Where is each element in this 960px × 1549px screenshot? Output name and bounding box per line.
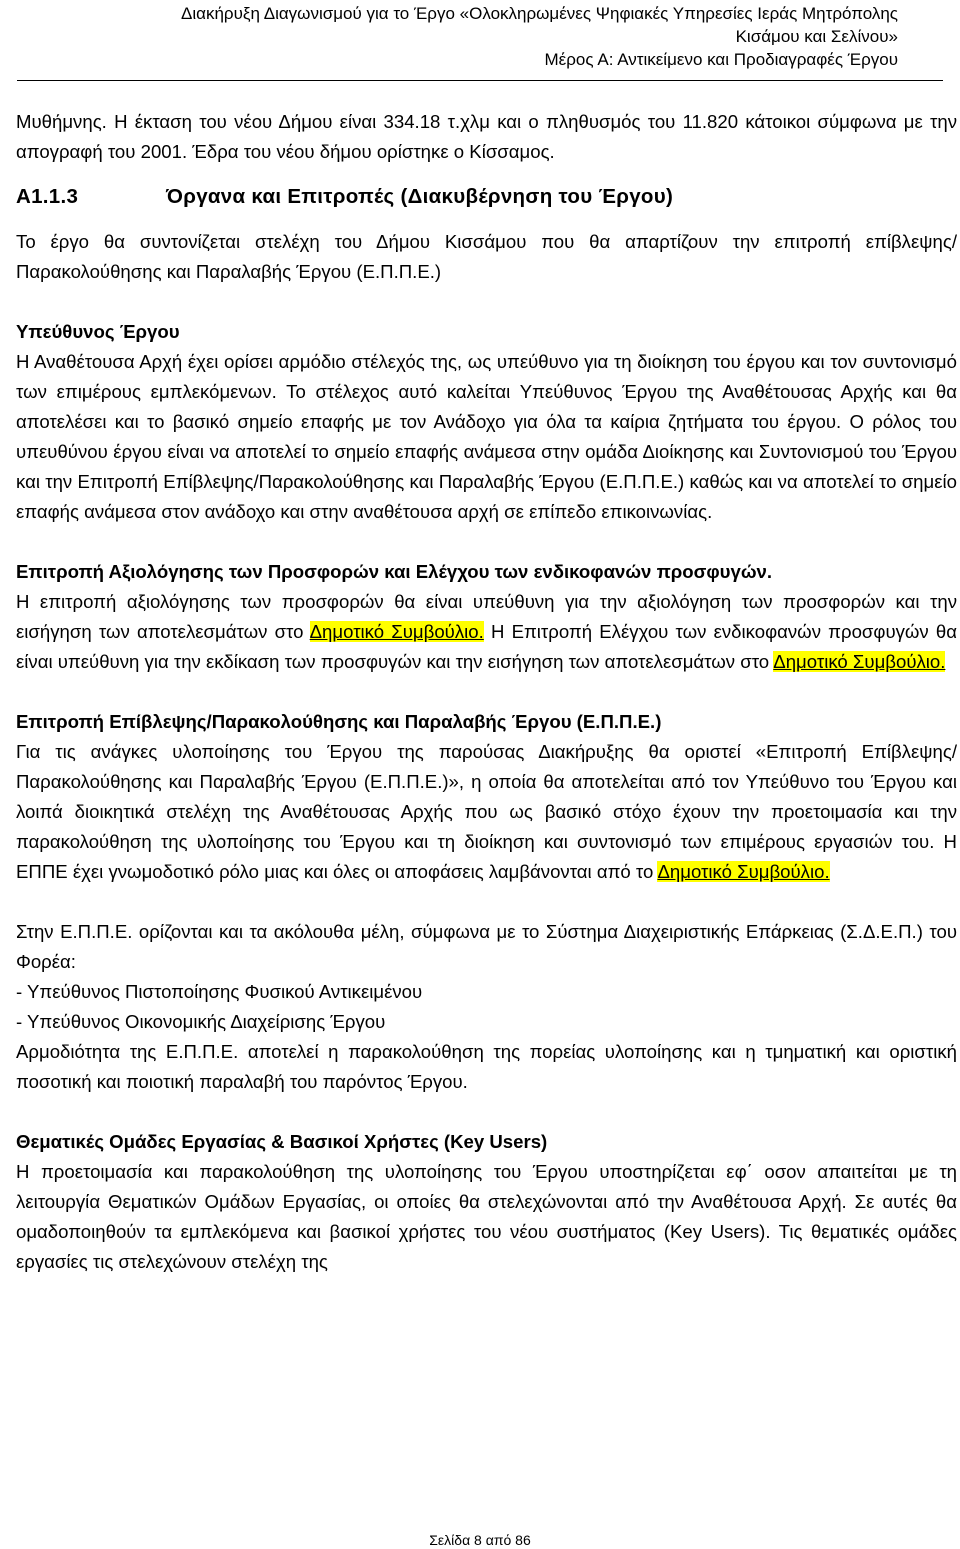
evaluation-text-a: Η επιτροπή αξιολόγησης των προσφορών θα είναι υπεύθυνη για την αξιολόγηση των προσφορών και την εισήγηση των αποτελεσμάτων στο — [16, 591, 957, 642]
section-title: Όργανα και Επιτροπές (Διακυβέρνηση του Έργου) — [166, 185, 674, 208]
highlight-municipal-council-c: Δημοτικό Συμβούλιο. — [657, 861, 830, 882]
responsible-heading: Υπεύθυνος Έργου — [16, 321, 180, 342]
teams-paragraph: Η προετοιμασία και παρακολούθηση της υλοποίησης του Έργου υποστηρίζεται εφ΄ οσον απαιτείται με τη λειτουργία Θεματικών Ομάδων Εργασίας, οι οποίες θα στελεχώνονται από την Αναθέτουσα Αρχή. Σε αυτές θα ομαδοποιηθούν τα εμπλεκόμενα και βασικοί χρήστες του νέου συστήματος (Key Users). Τις θεματικές ομάδες εργασίες τις στελεχώνουν στελέχη της — [16, 1161, 957, 1272]
header-line-2: Κισάμου και Σελίνου» — [735, 27, 898, 46]
member-item-2: - Υπεύθυνος Οικονομικής Διαχείρισης Έργου — [16, 1011, 386, 1032]
supervision-heading: Επιτροπή Επίβλεψης/Παρακολούθησης και Παραλαβής Έργου (Ε.Π.Π.Ε.) — [16, 711, 662, 732]
header-line-1: Διακήρυξη Διαγωνισμού για το Έργο «Ολοκληρωμένες Ψηφιακές Υπηρεσίες Ιεράς Μητρόπολης — [180, 4, 898, 23]
evaluation-text-b: Η Επιτροπή Ελέγχου των ενδικοφανών προσφυγών θα είναι υπεύθυνη για την εκδίκαση των προσφυγών και την εισήγηση των αποτελεσμάτων στο — [16, 621, 957, 672]
evaluation-paragraph — [16, 587, 957, 677]
supervision-paragraph — [16, 737, 957, 887]
teams-heading: Θεματικές Ομάδες Εργασίας & Βασικοί Χρήστες (Key Users) — [16, 1131, 548, 1152]
section-number: Α1.1.3 — [16, 185, 79, 208]
header-line-3: Μέρος Α: Αντικείμενο και Προδιαγραφές Έργου — [544, 50, 898, 69]
highlight-municipal-council-a: Δημοτικό Συμβούλιο. — [309, 621, 484, 642]
section-paragraph: Το έργο θα συντονίζεται στελέχη του Δήμου Κισσάμου που θα απαρτίζουν την επιτροπή επίβλεψης/ Παρακολούθησης και Παραλαβής Έργου (Ε.Π.Π.Ε.) — [16, 231, 957, 282]
page-number: Σελίδα 8 από 86 — [429, 1532, 531, 1548]
members-paragraph: Στην Ε.Π.Π.Ε. ορίζονται και τα ακόλουθα μέλη, σύμφωνα με το Σύστημα Διαχειριστικής Επάρκειας (Σ.Δ.Ε.Π.) του Φορέα: — [16, 921, 957, 972]
section-heading — [16, 179, 957, 215]
header-rule — [17, 80, 943, 81]
member-item-1: - Υπεύθυνος Πιστοποίησης Φυσικού Αντικειμένου — [16, 981, 423, 1002]
responsible-paragraph: Η Αναθέτουσα Αρχή έχει ορίσει αρμόδιο στέλεχός της, ως υπεύθυνο για τη διοίκηση του έργου και τον συντονισμό των επιμέρους εμπλεκόμενων. Το στέλεχος αυτό καλείται Υπεύθυνος Έργου της Αναθέτουσας Αρχής και θα αποτελέσει και το βασικό σημείο επαφής με τον Ανάδοχο για όλα τα καίρια ζητήματα του έργου. Ο ρόλος του υπευθύνου έργου είναι να αποτελεί το σημείο επαφής ανάμεσα στην ομάδα Διοίκησης και Συντονισμού του Έργου και την Επιτροπή Επίβλεψης/Παρακολούθησης και Παραλαβής Έργου (Ε.Π.Π.Ε.) καθώς και να αποτελεί το σημείο επαφής ανάμεσα στον ανάδοχο και στην αναθέτουσα αρχή σε επίπεδο επικοινωνίας. — [16, 351, 957, 522]
highlight-municipal-council-b: Δημοτικό Συμβούλιο. — [773, 651, 946, 672]
intro-paragraph: Μυθήμνης. Η έκταση του νέου Δήμου είναι 334.18 τ.χλμ και ο πληθυσμός του 11.820 κάτοικοι σύμφωνα με την απογραφή του 2001. Έδρα του νέου δήμου ορίστηκε ο Κίσσαμος. — [16, 111, 957, 162]
running-header — [18, 2, 898, 71]
evaluation-heading: Επιτροπή Αξιολόγησης των Προσφορών και Ελέγχου των ενδικοφανών προσφυγών. — [16, 561, 773, 582]
page-body — [16, 107, 957, 1277]
supervision-text: Για τις ανάγκες υλοποίησης του Έργου της παρούσας Διακήρυξης θα οριστεί «Επιτροπή Επίβλεψης/Παρακολούθησης και Παραλαβής Έργου (Ε.Π.Π.Ε.)», η οποία θα αποτελείται από τον Υπεύθυνο του Έργου και λοιπά διοικητικά στελέχη της Αναθέτουσας Αρχής που ως βασικό στόχο έχουν την προετοιμασία και την παρακολούθηση της υλοποίησης του Έργου και τη διοίκηση και συντονισμό των επιμέρους εργασιών του. Η ΕΠΠΕ έχει γνωμοδοτικό ρόλο μιας και όλες οι αποφάσεις λαμβάνονται από το — [16, 741, 957, 882]
competence-paragraph: Αρμοδιότητα της Ε.Π.Π.Ε. αποτελεί η παρακολούθηση της πορείας υλοποίησης και η τμηματική και οριστική ποσοτική και ποιοτική παραλαβή του παρόντος Έργου. — [16, 1041, 957, 1092]
